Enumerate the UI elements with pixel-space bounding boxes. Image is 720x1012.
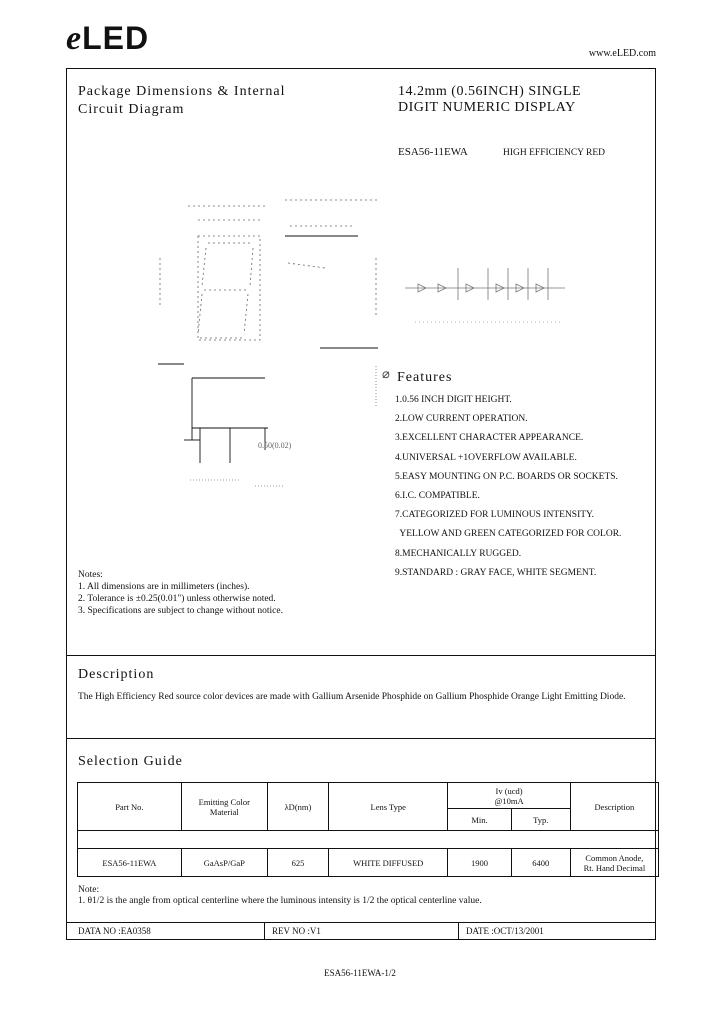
features-list: [395, 391, 621, 583]
selection-note-text: 1. θ1/2 is the angle from optical centerline where the luminous intensity is 1/2 the optical centerline value.: [78, 896, 482, 906]
header-emitting-color-label: Emitting Color: [198, 796, 250, 807]
website-url[interactable]: www.eLED.com: [588, 48, 656, 59]
feature-item: 7.CATEGORIZED FOR LUMINOUS INTENSITY.: [395, 510, 595, 521]
description-heading: Description: [78, 667, 155, 682]
cell-description-line2: Rt. Hand Decimal: [583, 862, 646, 873]
selection-note-heading: Note:: [78, 885, 100, 895]
cell-description: [570, 849, 658, 877]
part-number: ESA56-11EWA: [398, 146, 468, 158]
page-label: ESA56-11EWA-1/2: [324, 968, 396, 978]
feature-item: 6.I.C. COMPATIBLE.: [395, 491, 480, 502]
note-item: 1. All dimensions are in millimeters (inches).: [78, 582, 250, 592]
cell-min: 1900: [448, 849, 511, 877]
footer-divider-1: [264, 922, 265, 940]
feature-marker: ⌀: [382, 366, 390, 381]
header-lens-type: Lens Type: [329, 783, 448, 831]
color-name: HIGH EFFICIENCY RED: [503, 148, 606, 158]
notes-heading: Notes:: [78, 570, 103, 580]
cell-lens-type: WHITE DIFFUSED: [329, 849, 448, 877]
feature-item: YELLOW AND GREEN CATEGORIZED FOR COLOR.: [395, 529, 622, 540]
feature-item: 5.EASY MOUNTING ON P.C. BOARDS OR SOCKETS.: [395, 471, 618, 482]
package-dimensions-title-line1: Package Dimensions & Internal: [78, 84, 286, 99]
cell-typ: 6400: [511, 849, 570, 877]
selection-guide-heading: Selection Guide: [78, 754, 183, 769]
document-date: DATE :OCT/13/2001: [466, 926, 544, 936]
cell-description-line1: Common Anode,: [585, 852, 644, 863]
company-logo: [66, 20, 149, 58]
decimal-point-dimension: 0.50(0.02): [258, 441, 292, 450]
table-row: [78, 849, 659, 877]
revision-number: REV NO :V1: [272, 926, 321, 936]
header-iv: [448, 783, 570, 809]
header-material-label: Material: [209, 806, 239, 817]
note-item: 2. Tolerance is ±0.25(0.01") unless otherwise noted.: [78, 594, 276, 604]
header-wavelength: λD(nm): [267, 783, 328, 831]
product-title-line1: 14.2mm (0.56INCH) SINGLE: [398, 84, 582, 99]
header-part-no: Part No.: [78, 783, 182, 831]
feature-item: 3.EXCELLENT CHARACTER APPEARANCE.: [395, 433, 584, 444]
product-title-line2: DIGIT NUMERIC DISPLAY: [398, 100, 576, 115]
header-iv-condition: @10mA: [494, 795, 524, 806]
header-emitting-color: [181, 783, 267, 831]
table-spacer-row: [78, 831, 659, 849]
divider-selection: [66, 738, 656, 739]
selection-table: [77, 782, 659, 877]
logo-main: LED: [82, 20, 150, 56]
description-text: The High Efficiency Red source color devices are made with Gallium Arsenide Phosphide on Gallium Phosphide Orange Light Emitting Diode.: [78, 692, 626, 702]
feature-item: 8.MECHANICALLY RUGGED.: [395, 548, 522, 559]
notes-block: [78, 569, 283, 617]
header-typ: Typ.: [511, 809, 570, 831]
note-item: 3. Specifications are subject to change without notice.: [78, 606, 283, 616]
logo-prefix: e: [66, 20, 83, 57]
feature-item: 2.LOW CURRENT OPERATION.: [395, 414, 528, 425]
feature-item: 1.0.56 INCH DIGIT HEIGHT.: [395, 395, 512, 405]
footer-divider-2: [458, 922, 459, 940]
divider-footer: [66, 922, 656, 923]
package-dimension-drawing: [140, 188, 390, 508]
divider-description: [66, 655, 656, 656]
header-description: Description: [570, 783, 658, 831]
header-min: Min.: [448, 809, 511, 831]
header-iv-label: Iv (ucd): [495, 785, 523, 796]
features-heading: Features: [397, 370, 453, 385]
data-number: DATA NO :EA0358: [78, 926, 151, 936]
selection-note: [78, 885, 482, 907]
feature-item: 9.STANDARD : GRAY FACE, WHITE SEGMENT.: [395, 567, 597, 578]
cell-wavelength: 625: [267, 849, 328, 877]
feature-item: 4.UNIVERSAL +1OVERFLOW AVAILABLE.: [395, 452, 577, 463]
cell-material: GaAsP/GaP: [181, 849, 267, 877]
internal-circuit-diagram: [400, 240, 570, 330]
cell-part-no: ESA56-11EWA: [78, 849, 182, 877]
package-dimensions-title-line2: Circuit Diagram: [78, 102, 185, 117]
